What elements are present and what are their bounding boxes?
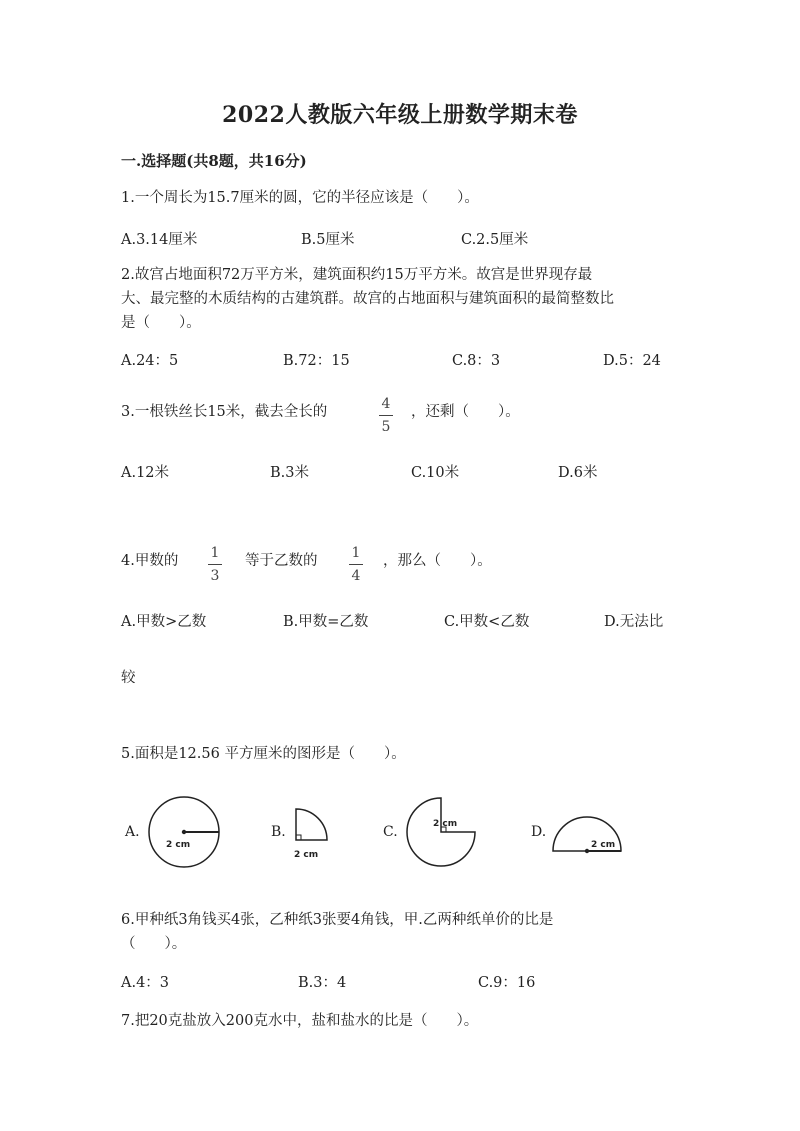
q4-option-d[interactable]: D.无法比	[604, 614, 664, 630]
question-3-stem-before: 3.一根铁丝长15米，截去全长的	[121, 404, 328, 420]
page-title: 2022人教版六年级上册数学期末卷	[222, 102, 578, 128]
figure-a-measure: 2 cm	[166, 840, 191, 850]
q2-option-a[interactable]: A.24：5	[121, 353, 179, 369]
q5-figure-a-label[interactable]: A.	[125, 824, 140, 840]
question-7-stem: 7.把20克盐放入200克水中，盐和盐水的比是（ ）。	[121, 1013, 479, 1029]
q4-fraction-2	[349, 545, 363, 584]
q4-option-c[interactable]: C.甲数<乙数	[444, 614, 530, 630]
question-2-stem-line1: 2.故宫占地面积72万平方米，建筑面积约15万平方米。故宫是世界现存最	[121, 267, 593, 283]
q4-fraction-2-numerator: 1	[351, 545, 361, 561]
q3-fraction-numerator: 4	[381, 396, 391, 412]
q1-option-a[interactable]: A.3.14厘米	[121, 232, 198, 248]
figure-c-measure: 2 cm	[433, 819, 458, 829]
q6-option-a[interactable]: A.4：3	[121, 975, 170, 991]
q4-option-b[interactable]: B.甲数=乙数	[283, 614, 369, 630]
question-5-stem: 5.面积是12.56 平方厘米的图形是（ ）。	[121, 746, 406, 762]
q4-fraction-1	[208, 545, 222, 584]
q4-fraction-2-denominator: 4	[351, 568, 361, 584]
q4-option-d-wrap: 较	[121, 670, 136, 686]
q4-fraction-1-bar	[208, 564, 222, 565]
figure-a-circle	[149, 797, 219, 867]
figure-d-measure: 2 cm	[591, 840, 616, 850]
q5-figure-b-label[interactable]: B.	[271, 824, 286, 840]
question-2-stem-line2: 大、最完整的木质结构的古建筑群。故宫的占地面积与建筑面积的最简整数比	[121, 291, 614, 307]
figure-c-three-quarter-circle	[407, 798, 475, 866]
q4-fraction-2-bar	[349, 564, 363, 565]
q4-option-a[interactable]: A.甲数>乙数	[121, 614, 207, 630]
q4-fraction-1-numerator: 1	[210, 545, 220, 561]
question-6-stem-line2: （ ）。	[121, 936, 187, 952]
q3-fraction	[379, 396, 393, 435]
q3-fraction-denominator: 5	[381, 419, 391, 435]
q1-option-c[interactable]: C.2.5厘米	[461, 232, 529, 248]
question-3-stem-after: ，还剩（ ）。	[411, 404, 520, 420]
q6-option-c[interactable]: C.9：16	[478, 975, 536, 991]
question-4-stem-b: 等于乙数的	[245, 553, 318, 569]
section-heading: 一.选择题(共8题，共16分)	[121, 152, 307, 170]
q3-option-a[interactable]: A.12米	[121, 465, 170, 481]
q5-figure-d-label[interactable]: D.	[531, 824, 547, 840]
q3-option-b[interactable]: B.3米	[270, 465, 309, 481]
question-4-stem-a: 4.甲数的	[121, 553, 179, 569]
q2-option-d[interactable]: D.5：24	[603, 353, 661, 369]
q5-figures	[0, 790, 800, 880]
q3-fraction-bar	[379, 415, 393, 416]
q3-option-c[interactable]: C.10米	[411, 465, 460, 481]
q4-fraction-1-denominator: 3	[210, 568, 220, 584]
q3-option-d[interactable]: D.6米	[558, 465, 598, 481]
question-1-stem: 1.一个周长为15.7厘米的圆，它的半径应该是（ ）。	[121, 190, 479, 206]
q5-figure-c-label[interactable]: C.	[383, 824, 398, 840]
figure-b-quarter-circle	[294, 809, 327, 860]
question-2-stem-line3: 是（ ）。	[121, 315, 201, 331]
question-4-stem-c: ，那么（ ）。	[383, 553, 492, 569]
figure-b-measure: 2 cm	[294, 850, 319, 860]
q1-option-b[interactable]: B.5厘米	[301, 232, 355, 248]
q6-option-b[interactable]: B.3：4	[298, 975, 347, 991]
question-6-stem-line1: 6.甲种纸3角钱买4张，乙种纸3张要4角钱，甲.乙两种纸单价的比是	[121, 912, 554, 928]
figure-d-semicircle	[553, 817, 621, 853]
q2-option-b[interactable]: B.72：15	[283, 353, 350, 369]
q2-option-c[interactable]: C.8：3	[452, 353, 501, 369]
